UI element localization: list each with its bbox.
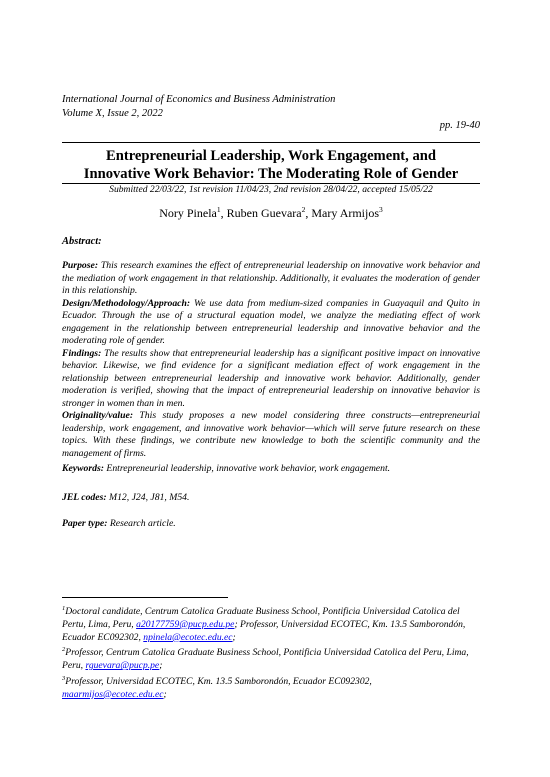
- jel-codes: [62, 492, 189, 503]
- abstract-heading: Abstract:: [62, 236, 102, 247]
- abstract-originality: [62, 410, 480, 460]
- footnote-text: Professor, Universidad ECOTEC, Km. 13.5 Samborondón, Ecuador EC092302,: [65, 676, 372, 688]
- findings-text: The results show that entrepreneurial leadership has a significant positive impact on innovative behavior. Likewise, we find evidence for a significant mediation effect of work engagement in the relationship between entrepreneurial leadership and innovative work behavior. Additionally, gender moderation is verified, showing that the impact of entrepreneurial leadership on innovative behavior is stronger in women than in men.: [62, 347, 480, 409]
- footnote-3: [62, 673, 482, 702]
- footnote-1: [62, 603, 482, 644]
- author-name: Nory Pinela: [159, 206, 217, 220]
- keywords-label: Keywords:: [62, 463, 104, 474]
- paper-type: [62, 518, 176, 529]
- footnote-text: ; Professor, Universidad ECOTEC, Km. 13.5 Samborondón, Ecuador EC092302,: [62, 618, 466, 643]
- footnote-text: ;: [163, 688, 167, 700]
- journal-name: International Journal of Economics and Business Administration: [62, 94, 336, 105]
- footnote-rule: [62, 597, 228, 598]
- footnote-text: Doctoral candidate, Centrum Catolica Graduate Business School, Pontificia Universidad Catolica del Pertu, Lima, Peru,: [62, 606, 460, 630]
- journal-info: [62, 93, 335, 120]
- title-top-rule: [62, 142, 480, 143]
- submission-history: Submitted 22/03/22, 1st revision 11/04/23, 2nd revision 28/04/22, accepted 15/05/22: [109, 184, 433, 195]
- originality-label: Originality/value:: [62, 410, 134, 421]
- abstract-findings: [62, 348, 480, 411]
- page-range: pp. 19-40: [439, 120, 480, 131]
- author-separator: ,: [220, 206, 227, 220]
- abstract-design: [62, 298, 480, 348]
- findings-label: Findings:: [62, 347, 102, 359]
- footnote-number: 1: [62, 605, 66, 612]
- footnote-2: [62, 644, 482, 673]
- author-separator: ,: [305, 206, 312, 220]
- email-link[interactable]: maarmijos@ecotec.edu.ec: [62, 688, 164, 700]
- abstract-body: [62, 260, 480, 460]
- keywords: [62, 463, 480, 476]
- journal-volume: Volume X, Issue 2, 2022: [62, 107, 163, 119]
- author-affiliation-mark: 1: [216, 205, 221, 214]
- design-label: Design/Methodology/Approach:: [62, 297, 191, 309]
- author-name: Ruben Guevara: [226, 206, 302, 220]
- email-link[interactable]: npinela@ecotec.edu.ec: [143, 631, 233, 643]
- footnote-text: ;: [232, 631, 236, 643]
- keywords-text: Entrepreneurial leadership, innovative work behavior, work engagement.: [103, 463, 391, 474]
- paper-type-label: Paper type:: [62, 518, 108, 529]
- footnote-number: 2: [62, 646, 66, 654]
- design-text: We use data from medium-sized companies in Guayaquil and Quito in Ecuador. Through the use of a structural equation model, we analyze the mediating effect of work engagement in the relationship between entrepreneurial leadership and innovative behavior and the moderating role of gender.: [62, 297, 480, 346]
- purpose-label: Purpose:: [62, 260, 99, 271]
- author-affiliation-mark: 2: [301, 205, 306, 214]
- author-affiliation-mark: 3: [379, 205, 383, 214]
- paper-title: [62, 148, 480, 183]
- title-line-1: Entrepreneurial Leadership, Work Engagement, and: [105, 148, 436, 164]
- email-link[interactable]: rguevara@pucp.pe: [85, 660, 160, 672]
- email-link[interactable]: a20177759@pucp.edu.pe: [136, 618, 235, 630]
- footnote-text: ;: [159, 660, 163, 672]
- title-line-2: Innovative Work Behavior: The Moderating Role of Gender: [83, 165, 459, 182]
- footnotes: [62, 603, 482, 701]
- jel-text: M12, J24, J81, M54.: [106, 492, 190, 503]
- author-name: Mary Armijos: [311, 206, 380, 220]
- originality-text: This study proposes a new model considering three constructs—entrepreneurial leadership, work engagement, and innovative work behavior—which will serve future research on these topics. With these findings, we contribute new knowledge to both the scientific community and the management of firms.: [62, 410, 480, 459]
- paper-type-text: Research article.: [107, 518, 176, 529]
- purpose-text: This research examines the effect of entrepreneurial leadership on innovative work behavior and the mediation of work engagement in that relationship. Additionally, it evaluates the moderation of gender in this relationship.: [62, 260, 480, 296]
- footnote-number: 3: [62, 674, 66, 682]
- jel-label: JEL codes:: [62, 492, 107, 503]
- author-list: [62, 205, 480, 221]
- footnote-text: Professor, Centrum Catolica Graduate Business School, Pontificia Universidad Catolica del Peru, Lima, Peru,: [62, 647, 469, 672]
- abstract-purpose: [62, 260, 480, 298]
